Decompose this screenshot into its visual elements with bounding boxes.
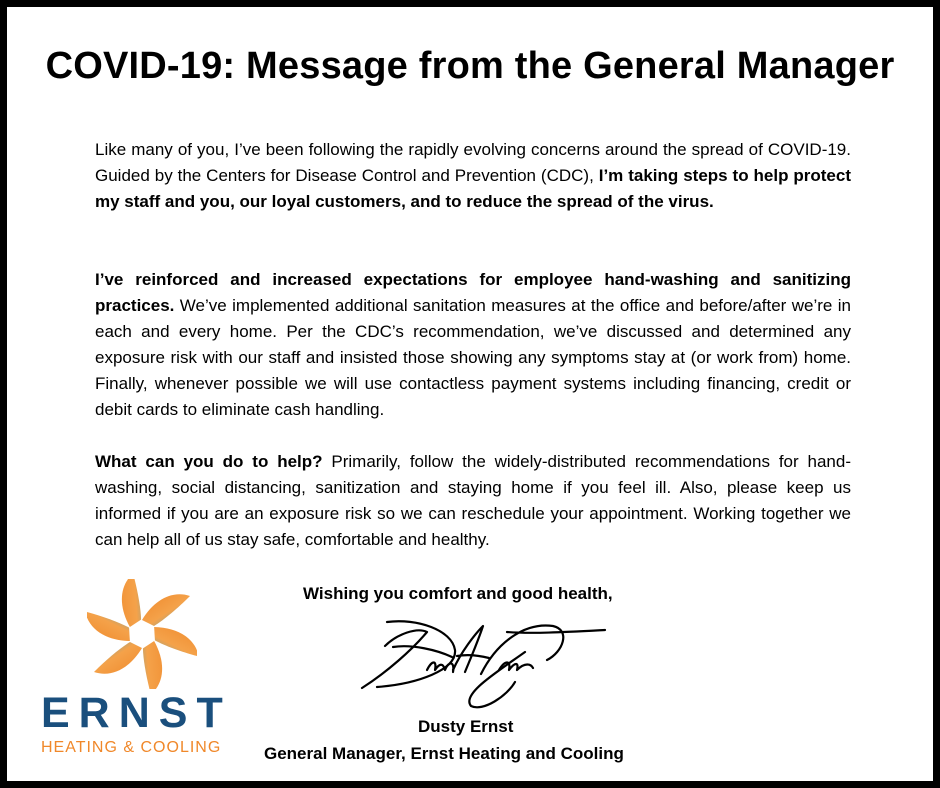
paragraph-help (95, 449, 851, 553)
paragraph-measures-text: We’ve implemented additional sanitation measures at the office and before/after we’re in each and every home. Per the CDC’s recommendation, we’ve discussed and determined any exposure risk with our staff and insisted those showing any symptoms stay at (or work from) home. Finally, whenever possible we will use contactless payment systems including financing, credit or debit cards to eliminate cash handling. (95, 296, 851, 419)
paragraph-help-text: Primarily, follow the widely-distributed recommendations for hand-washing, social distancing, sanitization and staying home if you feel ill. Also, please keep us informed if you are an exposure risk so we can reschedule your appointment. Working together we can help all of us stay safe, comfortable and healthy. (95, 452, 852, 549)
pinwheel-logo-icon (87, 579, 197, 689)
closing-line: Wishing you comfort and good health, (303, 584, 613, 603)
signer-title: General Manager, Ernst Heating and Cooling (264, 744, 624, 763)
logo-wordmark: ERNST (41, 689, 232, 737)
paragraph-measures (95, 267, 851, 423)
logo-tagline: HEATING & COOLING (41, 739, 222, 756)
paragraph-intro-bold: I’m taking steps to help protect my staff and you, our loyal customers, and to reduce the spread of the virus. (95, 166, 851, 211)
paragraph-intro (95, 137, 851, 215)
paragraph-measures-bold: I’ve reinforced and increased expectations for employee hand-washing and sanitizing practices. (95, 270, 851, 315)
signer-name: Dusty Ernst (418, 717, 514, 736)
paragraph-intro-text: Like many of you, I’ve been following the rapidly evolving concerns around the spread of COVID-19. Guided by the Centers for Disease Control and Prevention (CDC), (95, 140, 851, 185)
handwritten-signature (357, 612, 609, 712)
page-title: COVID-19: Message from the General Manager (45, 45, 895, 87)
paragraph-help-bold: What can you do to help? (95, 452, 323, 471)
